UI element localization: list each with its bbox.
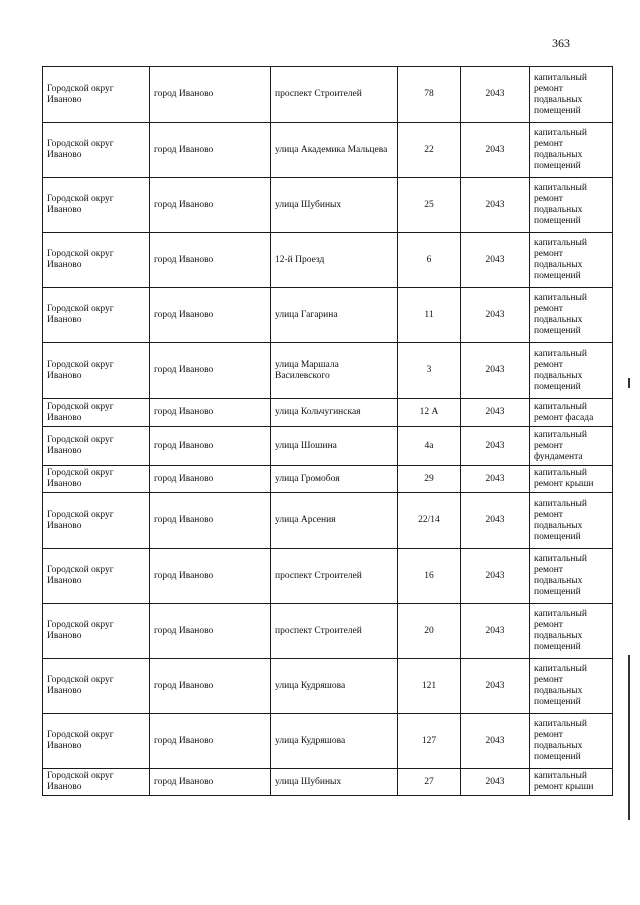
work-type-cell: капитальный ремонт подвальных помещений	[530, 714, 613, 769]
city-cell: город Иваново	[150, 343, 271, 399]
year-cell: 2043	[461, 549, 530, 604]
work-type-cell: капитальный ремонт подвальных помещений	[530, 604, 613, 659]
district-cell: Городской округ Иваново	[43, 123, 150, 178]
street-cell: улица Шубиных	[271, 178, 398, 233]
table-row	[43, 343, 613, 399]
city-cell: город Иваново	[150, 427, 271, 466]
work-type-cell: капитальный ремонт подвальных помещений	[530, 178, 613, 233]
table-row	[43, 427, 613, 466]
street-cell: проспект Строителей	[271, 67, 398, 123]
house-number-cell: 11	[398, 288, 461, 343]
year-cell: 2043	[461, 67, 530, 123]
street-cell: улица Гагарина	[271, 288, 398, 343]
work-type-cell: капитальный ремонт подвальных помещений	[530, 288, 613, 343]
table-row	[43, 178, 613, 233]
city-cell: город Иваново	[150, 659, 271, 714]
table-row	[43, 549, 613, 604]
house-number-cell: 20	[398, 604, 461, 659]
table-row	[43, 604, 613, 659]
work-type-cell: капитальный ремонт подвальных помещений	[530, 123, 613, 178]
work-type-cell: капитальный ремонт крыши	[530, 466, 613, 493]
year-cell: 2043	[461, 288, 530, 343]
year-cell: 2043	[461, 714, 530, 769]
house-number-cell: 78	[398, 67, 461, 123]
work-type-cell: капитальный ремонт подвальных помещений	[530, 343, 613, 399]
table-row	[43, 123, 613, 178]
street-cell: улица Кудряшова	[271, 714, 398, 769]
table-row	[43, 493, 613, 549]
page-number: 363	[552, 36, 570, 50]
work-type-cell: капитальный ремонт крыши	[530, 769, 613, 796]
district-cell: Городской округ Иваново	[43, 67, 150, 123]
year-cell: 2043	[461, 399, 530, 427]
district-cell: Городской округ Иваново	[43, 343, 150, 399]
table-row	[43, 714, 613, 769]
year-cell: 2043	[461, 659, 530, 714]
street-cell: проспект Строителей	[271, 549, 398, 604]
housing-repair-table	[42, 66, 613, 796]
work-type-cell: капитальный ремонт фасада	[530, 399, 613, 427]
district-cell: Городской округ Иваново	[43, 714, 150, 769]
table-row	[43, 466, 613, 493]
table-row	[43, 399, 613, 427]
year-cell: 2043	[461, 178, 530, 233]
city-cell: город Иваново	[150, 493, 271, 549]
city-cell: город Иваново	[150, 399, 271, 427]
house-number-cell: 22	[398, 123, 461, 178]
city-cell: город Иваново	[150, 288, 271, 343]
year-cell: 2043	[461, 427, 530, 466]
house-number-cell: 25	[398, 178, 461, 233]
city-cell: город Иваново	[150, 123, 271, 178]
city-cell: город Иваново	[150, 769, 271, 796]
year-cell: 2043	[461, 466, 530, 493]
year-cell: 2043	[461, 604, 530, 659]
table-row	[43, 233, 613, 288]
district-cell: Городской округ Иваново	[43, 466, 150, 493]
house-number-cell: 16	[398, 549, 461, 604]
district-cell: Городской округ Иваново	[43, 769, 150, 796]
work-type-cell: капитальный ремонт подвальных помещений	[530, 233, 613, 288]
table-row	[43, 67, 613, 123]
house-number-cell: 121	[398, 659, 461, 714]
street-cell: улица Арсения	[271, 493, 398, 549]
work-type-cell: капитальный ремонт фундамента	[530, 427, 613, 466]
house-number-cell: 6	[398, 233, 461, 288]
district-cell: Городской округ Иваново	[43, 288, 150, 343]
district-cell: Городской округ Иваново	[43, 604, 150, 659]
city-cell: город Иваново	[150, 233, 271, 288]
table-row	[43, 288, 613, 343]
work-type-cell: капитальный ремонт подвальных помещений	[530, 493, 613, 549]
work-type-cell: капитальный ремонт подвальных помещений	[530, 67, 613, 123]
district-cell: Городской округ Иваново	[43, 178, 150, 233]
street-cell: улица Шубиных	[271, 769, 398, 796]
district-cell: Городской округ Иваново	[43, 659, 150, 714]
district-cell: Городской округ Иваново	[43, 399, 150, 427]
district-cell: Городской округ Иваново	[43, 233, 150, 288]
city-cell: город Иваново	[150, 549, 271, 604]
district-cell: Городской округ Иваново	[43, 493, 150, 549]
street-cell: улица Кольчугинская	[271, 399, 398, 427]
district-cell: Городской округ Иваново	[43, 549, 150, 604]
table-row	[43, 769, 613, 796]
city-cell: город Иваново	[150, 604, 271, 659]
house-number-cell: 4а	[398, 427, 461, 466]
city-cell: город Иваново	[150, 466, 271, 493]
house-number-cell: 22/14	[398, 493, 461, 549]
work-type-cell: капитальный ремонт подвальных помещений	[530, 549, 613, 604]
house-number-cell: 127	[398, 714, 461, 769]
house-number-cell: 29	[398, 466, 461, 493]
scan-margin-mark	[628, 655, 630, 820]
year-cell: 2043	[461, 123, 530, 178]
table-row	[43, 659, 613, 714]
city-cell: город Иваново	[150, 67, 271, 123]
street-cell: улица Громобоя	[271, 466, 398, 493]
city-cell: город Иваново	[150, 178, 271, 233]
year-cell: 2043	[461, 493, 530, 549]
street-cell: улица Кудряшова	[271, 659, 398, 714]
street-cell: улица Шошина	[271, 427, 398, 466]
year-cell: 2043	[461, 343, 530, 399]
work-type-cell: капитальный ремонт подвальных помещений	[530, 659, 613, 714]
street-cell: 12-й Проезд	[271, 233, 398, 288]
street-cell: улица Академика Мальцева	[271, 123, 398, 178]
street-cell: проспект Строителей	[271, 604, 398, 659]
city-cell: город Иваново	[150, 714, 271, 769]
house-number-cell: 27	[398, 769, 461, 796]
house-number-cell: 3	[398, 343, 461, 399]
year-cell: 2043	[461, 233, 530, 288]
scan-margin-mark	[628, 378, 630, 388]
street-cell: улица Маршала Василевского	[271, 343, 398, 399]
house-number-cell: 12 А	[398, 399, 461, 427]
district-cell: Городской округ Иваново	[43, 427, 150, 466]
table-body	[43, 67, 613, 796]
year-cell: 2043	[461, 769, 530, 796]
